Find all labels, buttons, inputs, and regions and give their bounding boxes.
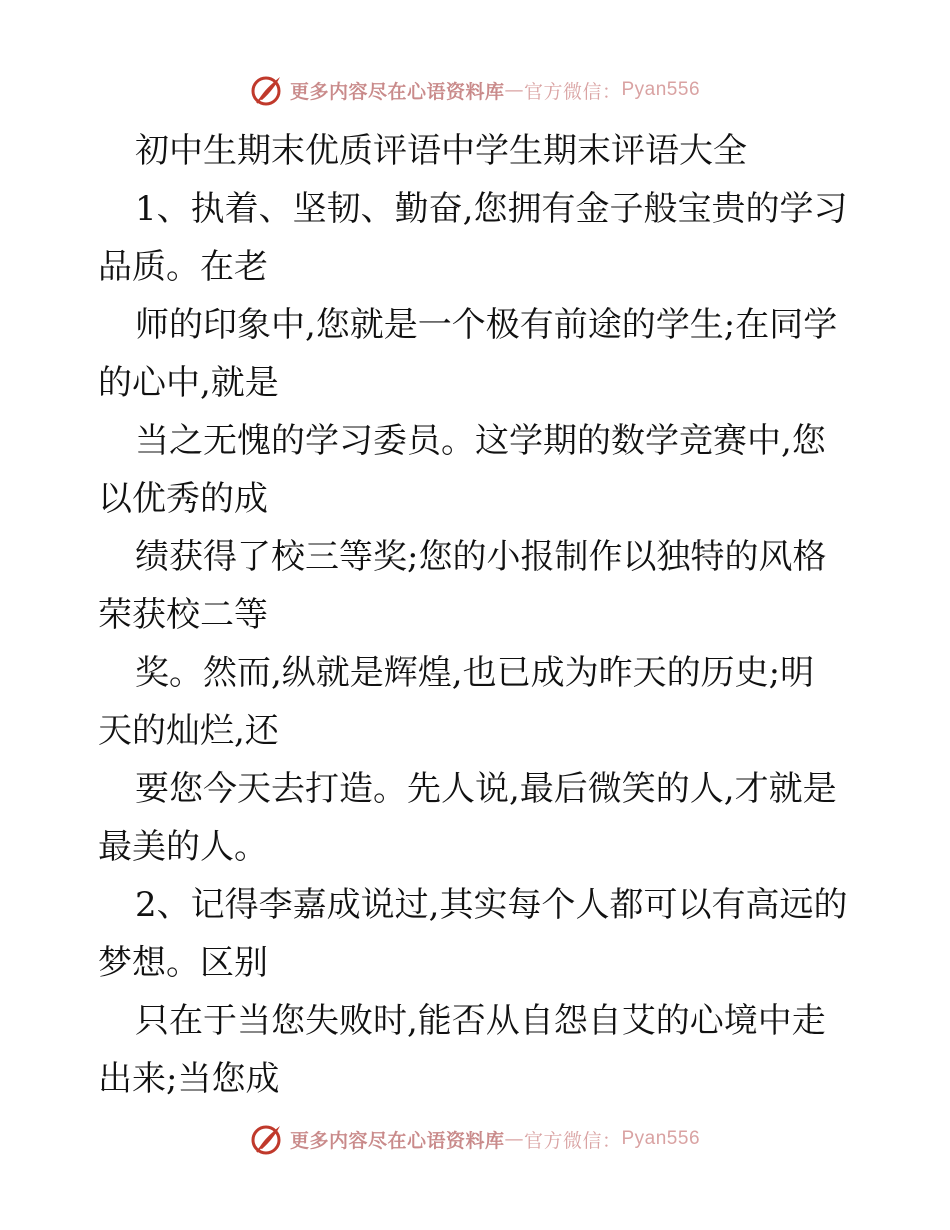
text-line: 当之无愧的学习委员。这学期的数学竞赛中,您 — [135, 421, 826, 461]
quill-logo-icon — [250, 73, 284, 107]
footer-banner[interactable] — [0, 1119, 950, 1159]
text-line: 梦想。区别 — [98, 943, 268, 983]
text-line: 荣获校二等 — [98, 595, 268, 635]
text-line: 奖。然而,纵就是辉煌,也已成为昨天的历史;明 — [135, 653, 815, 693]
text-line: 要您今天去打造。先人说,最后微笑的人,才就是 — [135, 769, 837, 809]
header-official-label: 官方微信： — [523, 80, 622, 103]
text-line: 出来;当您成 — [98, 1059, 280, 1099]
text-line: 只在于当您失败时,能否从自怨自艾的心境中走 — [135, 1001, 826, 1041]
text-line: 2、记得李嘉成说过,其实每个人都可以有高远的 — [135, 885, 848, 925]
text-line: 天的灿烂,还 — [98, 711, 279, 751]
text-line: 绩获得了校三等奖;您的小报制作以独特的风格 — [135, 537, 827, 577]
text-line: 师的印象中,您就是一个极有前途的学生;在同学 — [135, 305, 838, 345]
text-line: 最美的人。 — [98, 827, 268, 867]
header-wechat-account: Pyan556 — [621, 79, 701, 100]
header-separator: — — [504, 79, 524, 101]
text-line: 的心中,就是 — [98, 363, 279, 403]
text-line: 以优秀的成 — [98, 479, 268, 519]
footer-wechat-account: Pyan556 — [621, 1128, 701, 1149]
footer-brand-text: 更多内容尽在心语资料库 — [289, 1129, 505, 1152]
document-title: 初中生期末优质评语中学生期末评语大全 — [135, 131, 747, 171]
text-line: 品质。在老 — [98, 247, 268, 287]
footer-official-label: 官方微信： — [523, 1129, 622, 1152]
quill-logo-icon — [250, 1122, 284, 1156]
document-body — [98, 122, 858, 1108]
header-brand-text: 更多内容尽在心语资料库 — [289, 80, 505, 103]
header-banner[interactable] — [0, 70, 950, 110]
footer-separator: — — [504, 1128, 524, 1150]
text-line: 1、执着、坚韧、勤奋,您拥有金子般宝贵的学习 — [135, 189, 848, 229]
